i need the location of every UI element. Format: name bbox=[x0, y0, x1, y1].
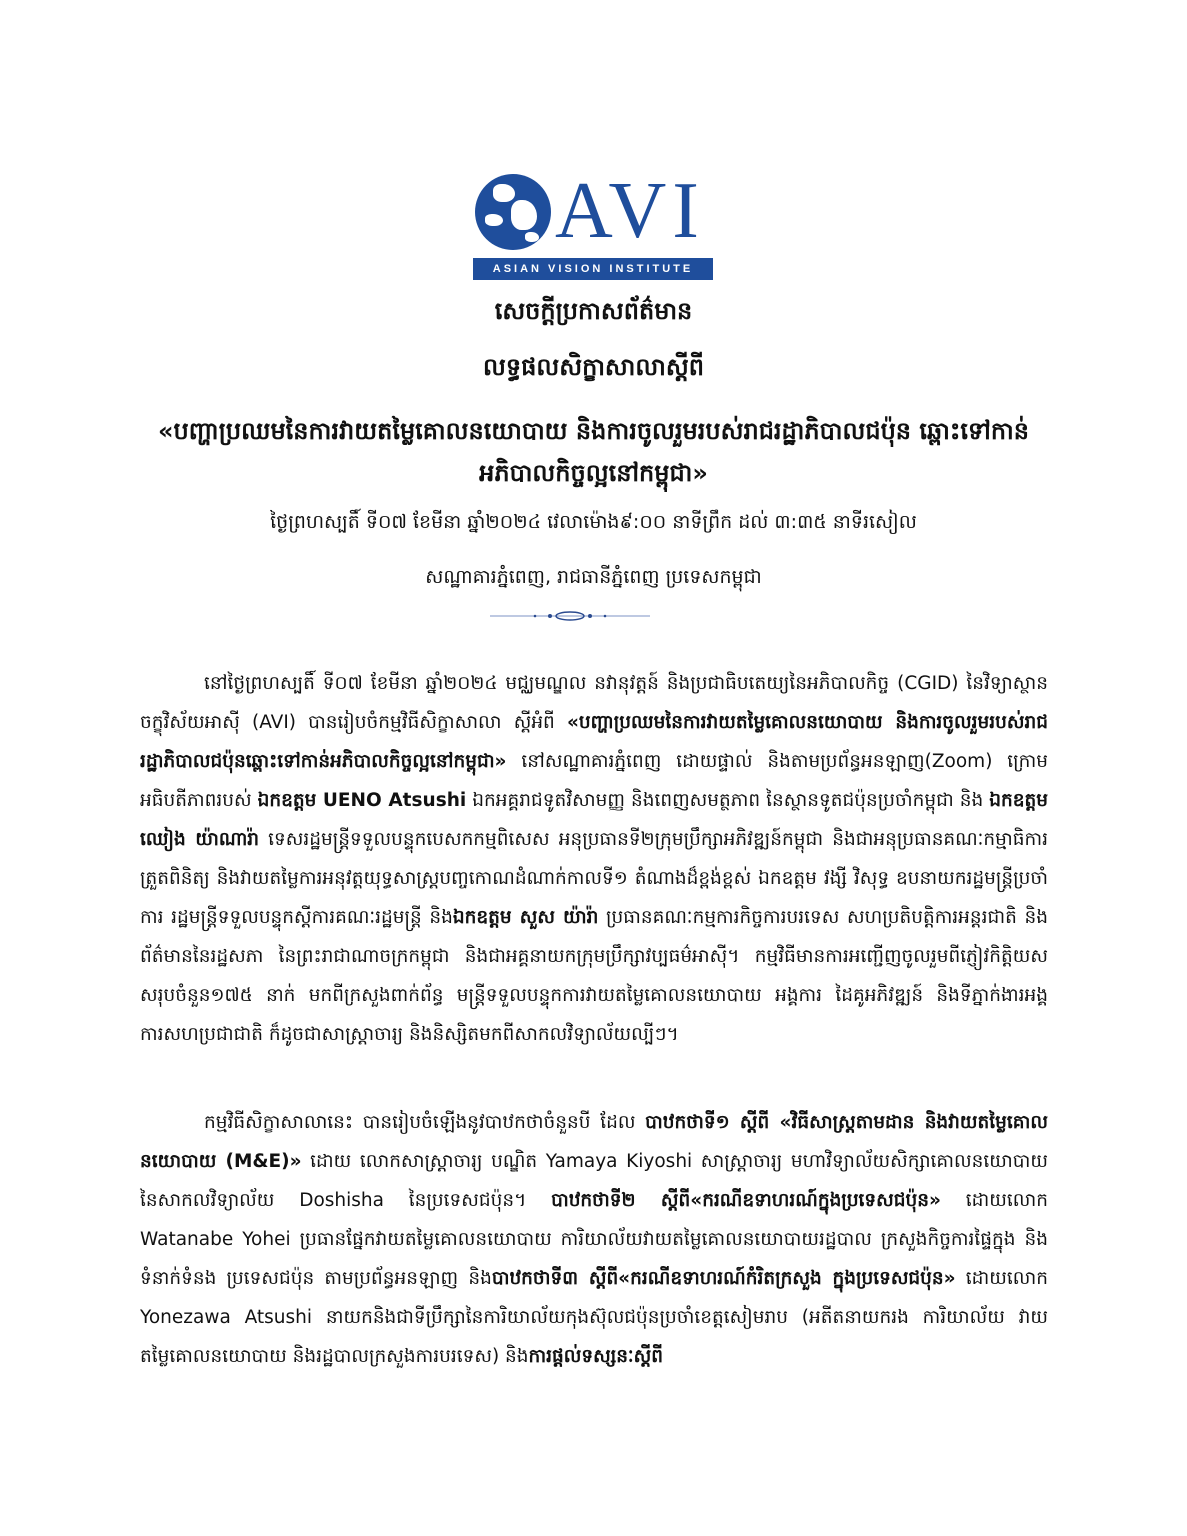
person-name: ឯកឧត្តម សួស យ៉ារ៉ា bbox=[452, 907, 599, 928]
lecture-2-title: បាឋកថាទី២ ស្តីពី«ករណីឧទាហរណ៍ក្នុងប្រទេសជប៉ុន» bbox=[551, 1190, 941, 1211]
paragraph-lectures bbox=[140, 1103, 1048, 1376]
perspective-title: ការផ្តល់ទស្សនៈស្តីពី bbox=[528, 1346, 663, 1367]
person-name: ឯកឧត្តម ឈៀង យ៉ាណារ៉ា bbox=[140, 790, 1048, 850]
text: ឯកអគ្គរាជទូតវិសាមញ្ញ និងពេញសមត្ថភាព នៃស្ថានទូតជប៉ុនប្រចាំកម្ពុជា និង bbox=[466, 790, 990, 811]
paragraph-intro bbox=[140, 664, 1048, 1054]
person-name: ឯកឧត្តម UENO Atsushi bbox=[257, 790, 467, 811]
text: ទេសរដ្ឋមន្ត្រីទទួលបន្ទុកបេសកកម្មពិសេស អនុប្រធានទី២ក្រុមប្រឹក្សាអភិវឌ្ឍន៍កម្ពុជា និងជាអនុប្រធានគណៈកម្មាធិការត្រួតពិនិត្យ និងវាយតម្លៃការអនុវត្តយុទ្ធសាស្ត្របញ្ចកោណដំណាក់កាលទី១ តំណាងដ៏ខ្ពង់ខ្ពស់ ឯកឧត្តម វង្សី វិសុទ្ធ ឧបនាយករដ្ឋមន្ត្រីប្រចាំការ រដ្ឋមន្ត្រីទទួលបន្ទុកស្តីការគណៈរដ្ឋមន្ត្រី និង bbox=[140, 829, 1048, 928]
event-location: សណ្ឋាគារភ្នំពេញ, រាជធានីភ្នំពេញ ប្រទេសកម្ពុជា bbox=[425, 566, 762, 588]
text: នៅសណ្ឋាគារភ្នំពេញ ដោយផ្ទាល់ និងតាមប្រព័ន្ធអនឡាញ(Zoom) ក្រោមអធិបតីភាពរបស់ bbox=[140, 751, 1048, 811]
globe-icon bbox=[475, 174, 551, 250]
event-date: ថ្ងៃព្រហស្បតិ៍ ទី០៧ ខែមីនា ឆ្នាំ២០២៤ វេលាម៉ោង៩:០០ នាទីព្រឹក ដល់ ៣:៣៥ នាទីរសៀល bbox=[270, 511, 917, 533]
logo-letters: AVI bbox=[555, 167, 705, 255]
press-release-title: សេចក្តីប្រកាសព័ត៌មាន bbox=[494, 297, 693, 325]
workshop-topic: «បញ្ហាប្រឈមនៃការវាយតម្លៃគោលនយោបាយ និងការចូលរួមរបស់រាជរដ្ឋាភិបាលជប៉ុន ឆ្ពោះទៅកាន់អភិបាលកិច្ចល្អនៅកម្ពុជា» bbox=[158, 417, 1029, 487]
text: កម្មវិធីសិក្ខាសាលានេះ បានរៀបចំឡើងនូវបាឋកថាចំនួនបី ដែល bbox=[204, 1112, 646, 1133]
logo-tagline: ASIAN VISION INSTITUTE bbox=[473, 258, 713, 280]
lecture-1-title: បាឋកថាទី១ ស្តីពី «វិធីសាស្ត្រតាមដាន និងវាយតម្លៃគោលនយោបាយ (M&E)» bbox=[140, 1112, 1048, 1172]
text: ប្រធានគណៈកម្មការកិច្ចការបរទេស សហប្រតិបត្តិការអន្តរជាតិ និងព័ត៌មាននៃរដ្ឋសភា នៃព្រះរាជាណាចក្រកម្ពុជា និងជាអគ្គនាយកក្រុមប្រឹក្សាវប្បធម៌អាស៊ី។ កម្មវិធីមានការអញ្ជើញចូលរួមពីភ្ញៀវកិត្តិយសសរុបចំនួន១៧៥ នាក់ មកពីក្រសួងពាក់ព័ន្ធ មន្ត្រីទទួលបន្ទុកការវាយតម្លៃគោលនយោបាយ អង្គការ ដៃគូអភិវឌ្ឍន៍ និងទីភ្នាក់ងារអង្គការសហប្រជាជាតិ ក៏ដូចជាសាស្ត្រាចារ្យ និងនិស្សិតមកពីសាកលវិទ្យាល័យល្បីៗ។ bbox=[140, 907, 1048, 1045]
text: នៅថ្ងៃព្រហស្បតិ៍ ទី០៧ ខែមីនា ឆ្នាំ២០២៤ មជ្ឈមណ្ឌល នវានុវត្តន៍ និងប្រជាធិបតេយ្យនៃអភិបាលកិច្ច (CGID) នៃវិទ្យាស្ថានចក្ខុវិស័យអាស៊ី (AVI) បានរៀបចំកម្មវិធីសិក្ខាសាលា ស្តីអំពី bbox=[140, 673, 1048, 733]
ornament-divider bbox=[490, 611, 650, 621]
text: ដោយលោក Yonezawa Atsushi នាយកនិងជាទីប្រឹក្សានៃការិយាល័យកុងស៊ុលជប៉ុនប្រចាំខេត្តសៀមរាប (អតីតនាយករង ការិយាល័យ វាយតម្លៃគោលនយោបាយ និងរដ្ឋបាលក្រសួងការបរទេស) និង bbox=[140, 1268, 1048, 1367]
text: ដោយ លោកសាស្ត្រាចារ្យ បណ្ឌិត Yamaya Kiyoshi សាស្ត្រាចារ្យ មហាវិទ្យាល័យសិក្សាគោលនយោបាយ នៃសាកលវិទ្យាល័យ Doshisha នៃប្រទេសជប៉ុន។ bbox=[140, 1151, 1048, 1211]
workshop-subtitle: លទ្ធផលសិក្ខាសាលាស្តីពី bbox=[483, 353, 704, 381]
lecture-3-title: បាឋកថាទី៣ ស្តីពី«ករណីឧទាហរណ៍កំរិតក្រសួង ក្នុងប្រទេសជប៉ុន» bbox=[491, 1268, 956, 1289]
workshop-title-bold: «បញ្ហាប្រឈមនៃការវាយតម្លៃគោលនយោបាយ និងការចូលរួមរបស់រាជរដ្ឋាភិបាលជប៉ុនឆ្ពោះទៅកាន់អភិបាលកិច្ចល្អនៅកម្ពុជា» bbox=[140, 712, 1048, 772]
text: ដោយលោក Watanabe Yohei ប្រធានផ្នែកវាយតម្លៃគោលនយោបាយ ការិយាល័យវាយតម្លៃគោលនយោបាយរដ្ឋបាល ក្រសួងកិច្ចការផ្ទៃក្នុង និងទំនាក់ទំនង ប្រទេសជប៉ុន តាមប្រព័ន្ធអនឡាញ និង bbox=[140, 1190, 1048, 1289]
avi-logo bbox=[473, 167, 713, 280]
